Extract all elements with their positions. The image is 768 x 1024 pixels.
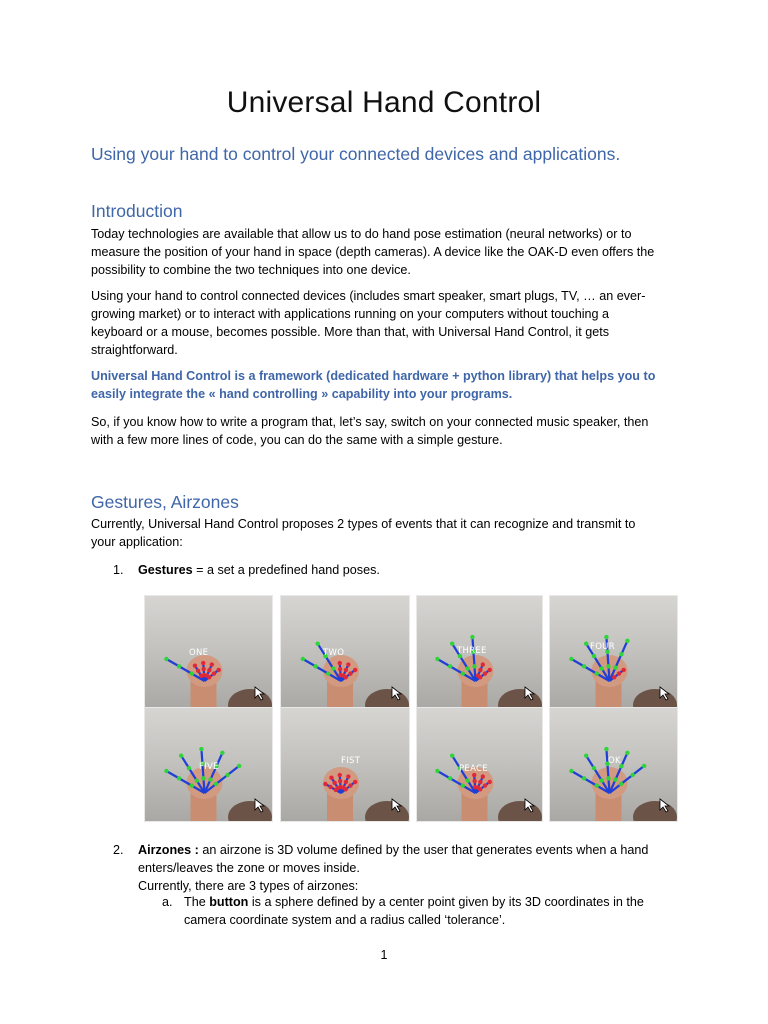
text-line: easily integrate the « hand controlling » capability into your programs. bbox=[91, 387, 513, 401]
page-number: 1 bbox=[380, 948, 388, 962]
gesture-image-fist bbox=[280, 707, 410, 822]
text-line: camera coordinate system and a radius called ‘tolerance’. bbox=[184, 913, 506, 927]
introduction-heading: Introduction bbox=[91, 201, 183, 221]
gesture-image-five bbox=[144, 707, 273, 822]
text-line: Today technologies are available that allow us to do hand pose estimation (neural networks) or to bbox=[91, 227, 632, 241]
gesture-label: FIST bbox=[341, 756, 361, 766]
gesture-label: OK bbox=[608, 756, 621, 766]
gestures-definition: = a set a predefined hand poses. bbox=[192, 563, 380, 577]
gesture-image-one bbox=[144, 595, 273, 710]
text-line: Universal Hand Control is a framework (dedicated hardware + python library) that helps you to bbox=[91, 369, 656, 383]
hand-skeleton-illustration bbox=[550, 596, 677, 709]
hand-skeleton-illustration bbox=[145, 596, 272, 709]
gesture-label: TWO bbox=[323, 648, 345, 658]
list-item-button-airzone bbox=[184, 893, 684, 929]
text-line: Using your hand to control connected devices (includes smart speaker, smart plugs, TV, … an ever- bbox=[91, 289, 646, 303]
gesture-image-peace bbox=[416, 707, 543, 822]
text-line: Currently, there are 3 types of airzones: bbox=[138, 879, 359, 893]
text-line: enters/leaves the zone or moves inside. bbox=[138, 861, 360, 875]
gestures-paragraph bbox=[91, 515, 691, 551]
gesture-image-two bbox=[280, 595, 410, 710]
gestures-term: Gestures bbox=[138, 563, 193, 577]
intro-paragraph-4 bbox=[91, 413, 691, 449]
intro-paragraph-2 bbox=[91, 287, 691, 359]
gesture-image-four bbox=[549, 595, 678, 710]
gesture-image-three bbox=[416, 595, 543, 710]
intro-highlight-paragraph bbox=[91, 367, 691, 403]
text-line: with a few more lines of code, you can do the same with a simple gesture. bbox=[91, 433, 503, 447]
gesture-image-grid bbox=[144, 595, 676, 825]
gesture-label: PEACE bbox=[459, 764, 488, 774]
list-item-airzones bbox=[138, 841, 678, 895]
gestures-heading: Gestures, Airzones bbox=[91, 492, 239, 512]
text-line: growing market) or to interact with applications running on your computers without touching a bbox=[91, 307, 610, 321]
airzones-term: Airzones : bbox=[138, 843, 199, 857]
button-term: button bbox=[209, 895, 249, 909]
text-line: keyboard or a mouse, becomes possible. More than that, with Universal Hand Control, it gets bbox=[91, 325, 609, 339]
text-line: Currently, Universal Hand Control proposes 2 types of events that it can recognize and transmit to bbox=[91, 517, 636, 531]
text-line: straightforward. bbox=[91, 343, 178, 357]
gesture-label: FIVE bbox=[199, 762, 219, 772]
text-fragment: The bbox=[184, 895, 210, 909]
text-line: So, if you know how to write a program that, let’s say, switch on your connected music speaker, then bbox=[91, 415, 649, 429]
list-number-2: 2. bbox=[113, 843, 124, 857]
gesture-label: FOUR bbox=[590, 642, 615, 652]
document-title: Universal Hand Control bbox=[226, 86, 542, 119]
text-line: your application: bbox=[91, 535, 183, 549]
hand-skeleton-illustration bbox=[281, 596, 409, 709]
gesture-label: THREE bbox=[457, 646, 487, 656]
list-number-1: 1. bbox=[113, 563, 124, 577]
gesture-image-ok bbox=[549, 707, 678, 822]
text-line: possibility to combine the two techniques into one device. bbox=[91, 263, 411, 277]
list-item-gestures bbox=[138, 561, 380, 579]
text-line: measure the position of your hand in space (depth cameras). A device like the OAK-D even offers the bbox=[91, 245, 655, 259]
gesture-label: ONE bbox=[189, 648, 209, 658]
document-subtitle: Using your hand to control your connected devices and applications. bbox=[91, 144, 621, 164]
text-fragment: is a sphere defined by a center point given by its 3D coordinates in the bbox=[248, 895, 644, 909]
list-letter-a: a. bbox=[162, 895, 173, 909]
intro-paragraph-1 bbox=[91, 225, 691, 279]
text-line: an airzone is 3D volume defined by the user that generates events when a hand bbox=[198, 843, 649, 857]
